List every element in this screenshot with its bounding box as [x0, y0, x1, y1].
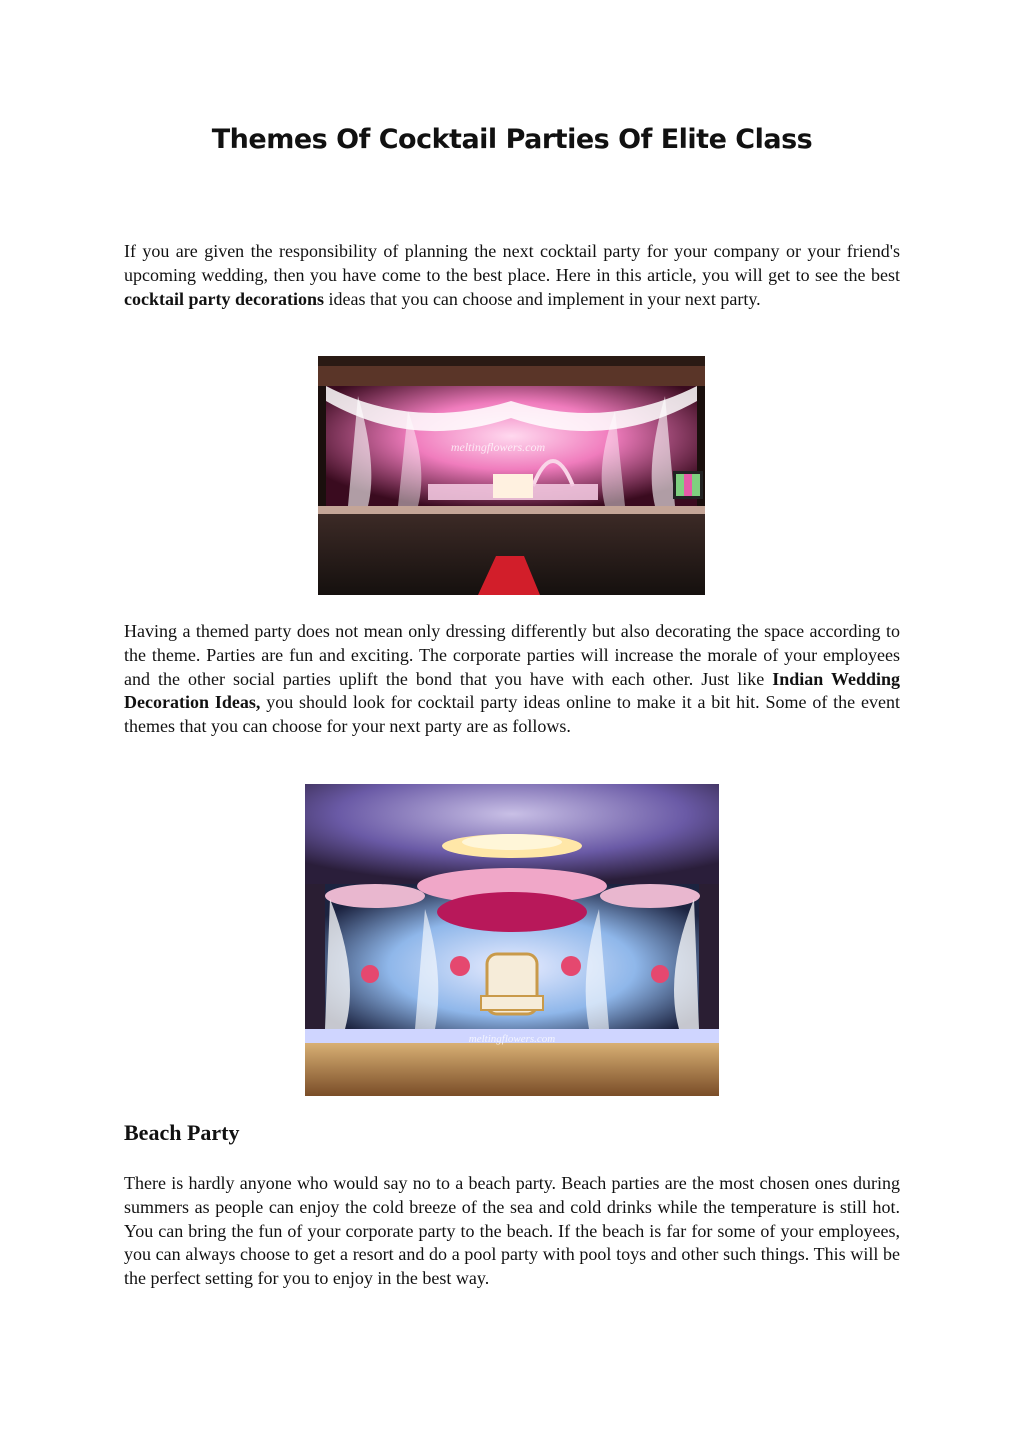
watermark-1: meltingflowers.com [450, 440, 546, 454]
pink-stage-photo [318, 356, 705, 595]
cocktail-party-decorations-link-text: cocktail party decorations [124, 288, 324, 309]
intro-text-after: ideas that you can choose and implement in your next party. [323, 288, 761, 309]
intro-paragraph [124, 240, 900, 311]
section-heading-beach-party: Beach Party [124, 1120, 240, 1145]
blue-stage-photo [305, 784, 719, 1096]
watermark-2: meltingflowers.com [468, 1033, 556, 1045]
beach-party-paragraph: There is hardly anyone who would say no to a beach party. Beach parties are the most chosen ones during summers as people can enjoy the cold breeze of the sea and cold drinks while the temperature is still hot. You can bring the fun of your corporate party to the beach. If the beach is far for some of your employees, you can always choose to get a resort and do a pool party with pool toys and other such things. This will be the perfect setting for you to enjoy in the best way. [124, 1173, 900, 1289]
themed-party-paragraph [124, 620, 900, 739]
indian-wedding-decoration-ideas-link-text: Indian Wedding Decoration Ideas, [124, 668, 900, 713]
paragraph2-text-after: you should look for cocktail party ideas online to make it a bit hit. Some of the event themes that you can choose for your next party are as follows. [124, 692, 901, 737]
paragraph2-text-before: Having a themed party does not mean only dressing differently but also decorating the space according to the theme. Parties are fun and exciting. The corporate parties will increase the morale of your employees and the other social parties uplift the bond that you have with each other. Just like [124, 621, 900, 689]
document-title: Themes Of Cocktail Parties Of Elite Class [211, 124, 813, 155]
intro-text-before: If you are given the responsibility of planning the next cocktail party for your company or your friend's upcoming wedding, then you have come to the best place. Here in this article, you will get to see the best [124, 241, 900, 285]
